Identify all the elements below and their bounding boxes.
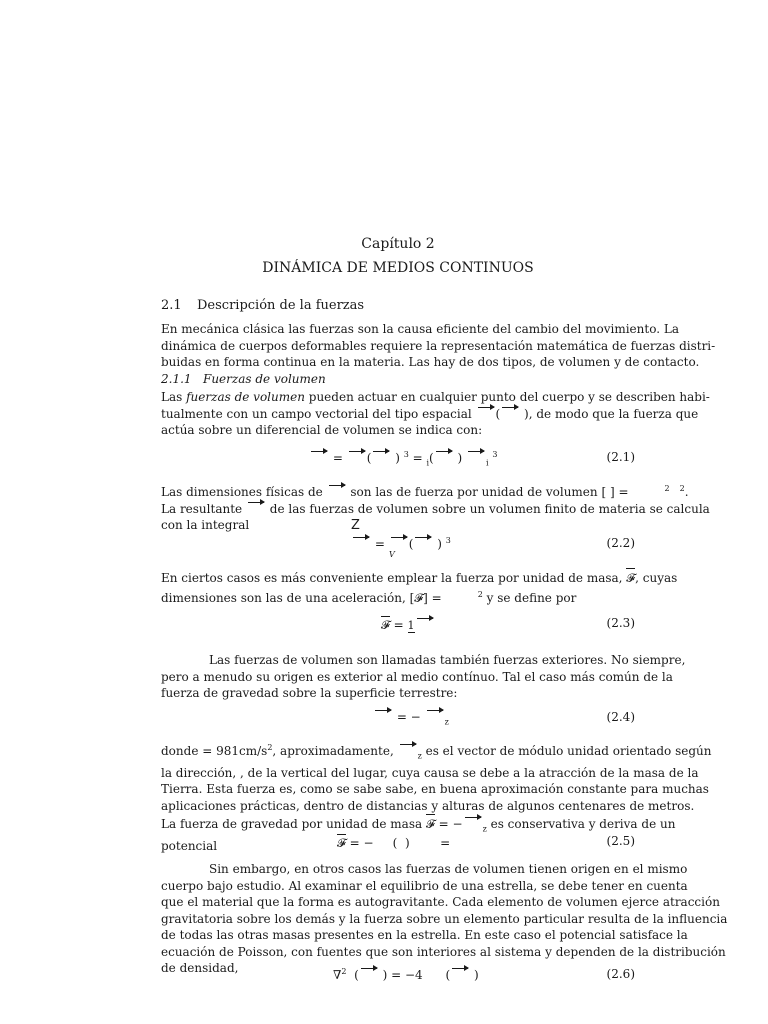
text-line: La fuerza de gravedad por unidad de masa 𝓕 = − $_z$ es conservativa y deriva de un xyxy=(161,814,635,838)
vector-arrow xyxy=(375,710,391,711)
equation-number: (2.1) xyxy=(606,450,635,464)
text-line: La resultante de las fuerzas de volumen sobre un volumen finito de materia se calcula xyxy=(161,501,710,516)
paragraph-volume-forces xyxy=(161,389,710,439)
integral-domain: V xyxy=(389,550,395,559)
text-line: gravitatoria sobre los demás y la fuerza sobre un elemento particular resulta de la influencia xyxy=(161,911,728,926)
integral-sign: Z xyxy=(351,518,360,533)
vector-arrow xyxy=(349,451,365,452)
equation-body: = ( ) $^3$ = $_i$( ) $_i$ $^3$ xyxy=(309,450,498,467)
vector-arrow xyxy=(417,618,433,619)
text-line: En ciertos casos es más conveniente emplear la fuerza por unidad de masa, 𝓕, cuyas xyxy=(161,568,635,587)
equation-number: (2.2) xyxy=(606,536,635,550)
vector-arrow xyxy=(400,744,416,745)
vector-arrow xyxy=(478,407,494,408)
equation-2-5 xyxy=(161,834,635,852)
vector-arrow xyxy=(329,485,345,486)
vector-arrow xyxy=(353,537,369,538)
vector-arrow xyxy=(373,451,389,452)
equation-number: (2.5) xyxy=(606,834,635,848)
vector-arrow xyxy=(311,451,327,452)
paragraph-mass-force xyxy=(161,568,678,606)
text-line: Las fuerzas de volumen son llamadas también fuerzas exteriores. No siempre, xyxy=(209,653,686,667)
chapter-label: Capítulo 2 xyxy=(361,236,435,252)
equation-body: 𝓕 = − ( ) = xyxy=(337,836,451,850)
equation-2-4 xyxy=(161,710,635,728)
text-line: buidas en forma continua en la materia. Las hay de dos tipos, de volumen y de contacto. xyxy=(161,355,700,369)
text-line: En mecánica clásica las fuerzas son la causa eficiente del cambio del movimiento. La xyxy=(161,322,679,336)
subsection-number: 2.1.1 xyxy=(161,372,192,386)
section-title: Descripción de la fuerzas xyxy=(197,298,365,313)
vector-arrow xyxy=(465,817,481,818)
intro-paragraph xyxy=(161,321,716,371)
emphasis: fuerzas de volumen xyxy=(186,390,305,404)
text-line: dimensiones son las de una aceleración, [𝓕] = $^2$ y se define por xyxy=(161,589,577,605)
text-line: de todas las otras masas presentes en la estrella. En este caso el potencial satisface la xyxy=(161,928,688,942)
vector-arrow xyxy=(468,451,484,452)
vector-arrow xyxy=(361,968,377,969)
equation-number: (2.3) xyxy=(606,616,635,630)
text-line: cuerpo bajo estudio. Al examinar el equilibrio de una estrella, se debe tener en cuenta xyxy=(161,878,688,893)
section-number: 2.1 xyxy=(161,298,182,313)
vector-arrow xyxy=(391,537,407,538)
equation-2-6 xyxy=(161,967,635,985)
text-line: dinámica de cuerpos deformables requiere la representación matemática de fuerzas distri- xyxy=(161,338,716,353)
text-line: que el material que la forma es autogravitante. Cada elemento de volumen ejerce atracción xyxy=(161,895,720,909)
text-line: ecuación de Poisson, con fuentes que son interiores al sistema y dependen de la distribución xyxy=(161,944,726,959)
equation-2-1 xyxy=(161,450,635,468)
equation-2-2 xyxy=(161,518,635,562)
section-heading xyxy=(161,298,364,313)
equation-body: = ( ) $^3$ xyxy=(351,536,451,551)
vector-arrow xyxy=(452,968,468,969)
text-line: aplicaciones prácticas, dentro de distancias y alturas de algunos centenares de metros. xyxy=(161,798,695,813)
equation-number: (2.6) xyxy=(606,967,635,981)
text-line: la dirección, , de la vertical del lugar, cuya causa se debe a la atracción de la masa de la xyxy=(161,765,699,780)
text-line: de densidad, xyxy=(161,961,239,975)
equation-body: 𝓕 = 1 xyxy=(381,616,435,633)
equation-2-3 xyxy=(161,616,635,634)
text-line: pero a menudo su origen es exterior al medio contínuo. Tal el caso más común de la xyxy=(161,669,673,684)
text-line: actúa sobre un diferencial de volumen se indica con: xyxy=(161,423,483,437)
text-line: potencial xyxy=(161,839,218,854)
equation-number: (2.4) xyxy=(606,710,635,724)
text-line: con la integral xyxy=(161,518,250,532)
equation-body: = − $_z$ xyxy=(373,710,449,726)
vector-arrow xyxy=(415,537,431,538)
text-line: Sin embargo, en otros casos las fuerzas de volumen tienen origen en el mismo xyxy=(209,862,688,876)
vector-arrow xyxy=(427,710,443,711)
text-line: tualmente con un campo vectorial del tipo espacial ( ), de modo que la fuerza que xyxy=(161,406,699,421)
vector-arrow xyxy=(248,502,264,503)
vector-arrow xyxy=(436,451,452,452)
text-line: Las dimensiones físicas de son las de fuerza por unidad de volumen [ ] = $^2$ $^2$. xyxy=(161,484,689,499)
subsection-title: Fuerzas de volumen xyxy=(203,372,326,386)
subsection-heading xyxy=(161,372,326,386)
equation-body: ∇$^2$ ( ) = −4 ( ) xyxy=(333,967,479,982)
text-line: fuerza de gravedad sobre la superficie terrestre: xyxy=(161,686,458,700)
vector-arrow xyxy=(502,407,518,408)
paragraph-self-gravity xyxy=(161,861,728,977)
text-line: donde = $981cm/s^2$, aproximadamente, $_z$ es el vector de módulo unidad orientado según xyxy=(161,743,712,761)
paragraph-external-forces xyxy=(161,652,686,702)
text-line: Tierra. Esta fuerza es, como se sabe sabe, en buena aproximación constante para muchas xyxy=(161,782,709,797)
chapter-title: DINÁMICA DE MEDIOS CONTINUOS xyxy=(262,260,534,276)
text-line: Las fuerzas de volumen pueden actuar en cualquier punto del cuerpo y se describen habi- xyxy=(161,390,710,404)
